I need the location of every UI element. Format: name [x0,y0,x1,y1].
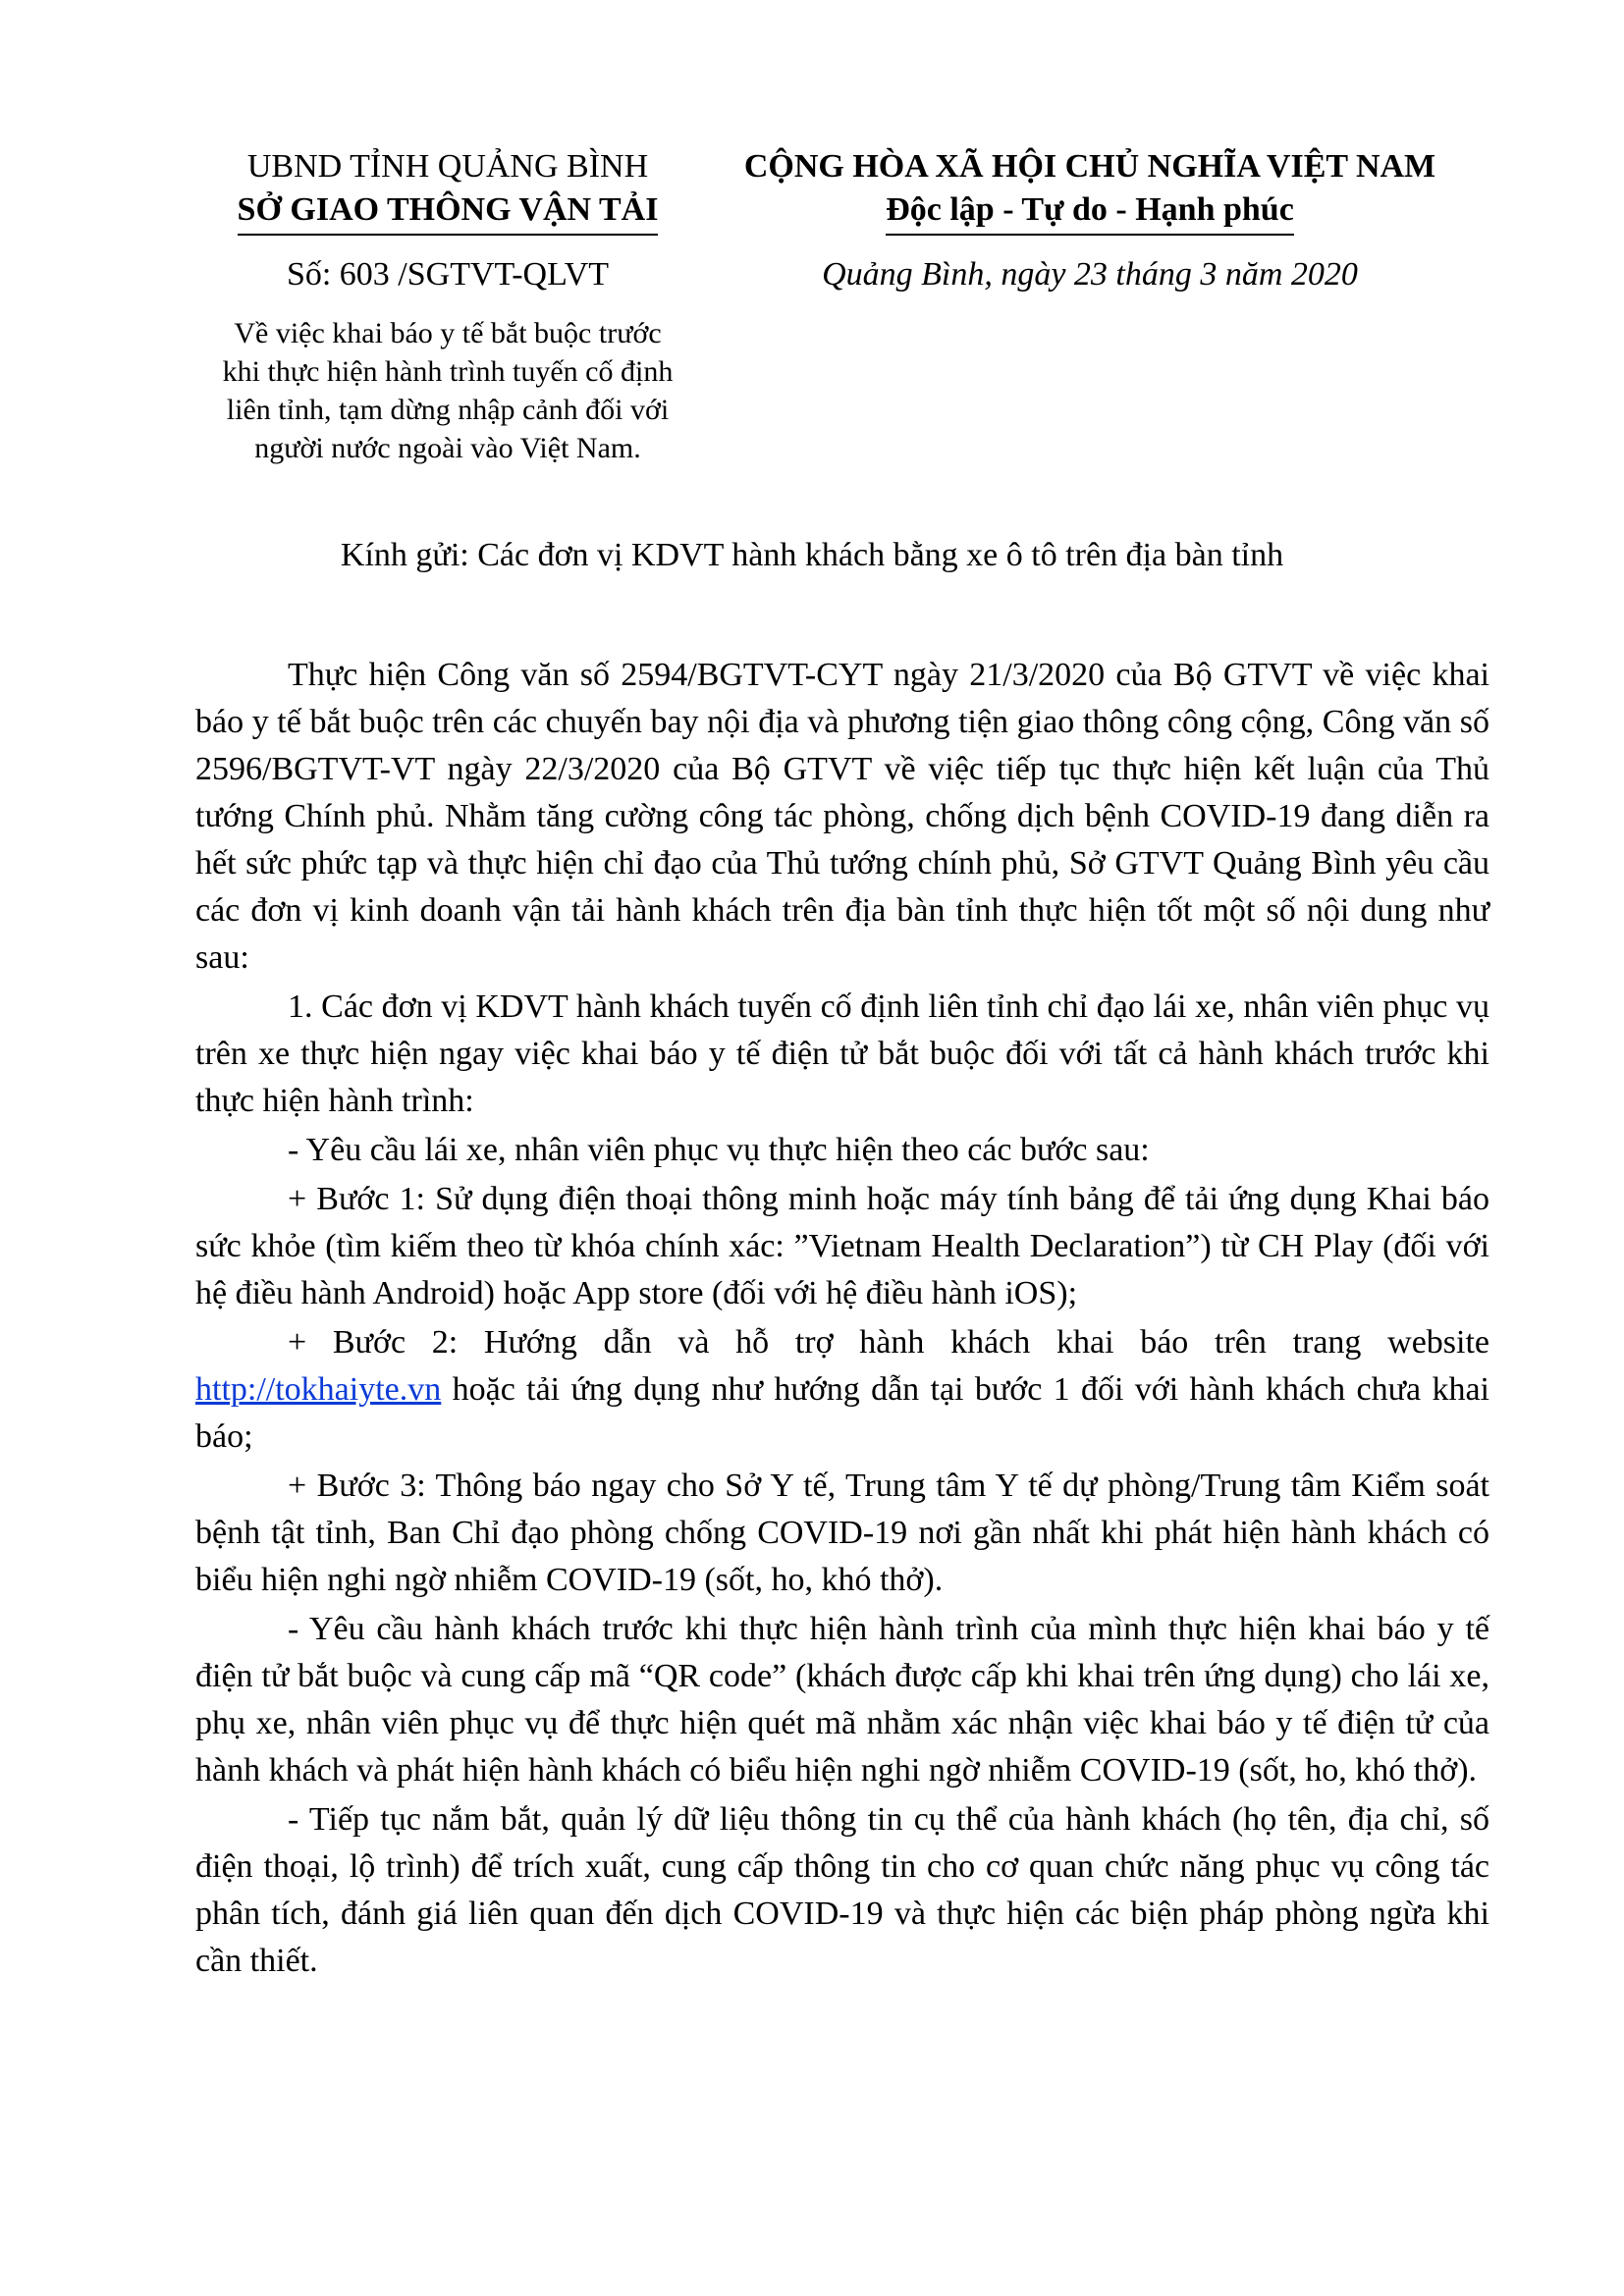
body-paragraph: - Yêu cầu hành khách trước khi thực hiện hành trình của mình thực hiện khai báo y tế điện tử bắt buộc và cung cấp mã “QR code” (khách được cấp khi khai trên ứng dụng) cho lái xe, phụ xe, nhân viên phục vụ để thực hiện quét mã nhằm xác nhận việc khai báo y tế điện tử của hành khách và phát hiện hành khách có biểu hiện nghi ngờ nhiễm COVID-19 (sốt, ho, khó thở). [195,1611,1489,1789]
national-motto: Độc lập - Tự do - Hạnh phúc [886,188,1294,236]
agency-name: SỞ GIAO THÔNG VẬN TẢI [238,188,659,236]
step2-text-before: + Bước 2: Hướng dẫn và hỗ trợ hành khách khai báo trên trang website [288,1324,1489,1361]
body-paragraph: 1. Các đơn vị KDVT hành khách tuyến cố định liên tỉnh chỉ đạo lái xe, nhân viên phục vụ trên xe thực hiện ngay việc khai báo y tế điện tử bắt buộc đối với tất cả hành khách trước khi thực hiện hành trình: [195,988,1489,1119]
body-paragraph [195,1319,1489,1461]
document-date: Quảng Bình, ngày 23 tháng 3 năm 2020 [822,256,1358,293]
subject-line: khi thực hiện hành trình tuyến cố định [222,355,674,388]
body-paragraph: Thực hiện Công văn số 2594/BGTVT-CYT ngày 21/3/2020 của Bộ GTVT về việc khai báo y tế bắt buộc trên các chuyến bay nội địa và phương tiện giao thông công cộng, Công văn số 2596/BGTVT-VT ngày 22/3/2020 của Bộ GTVT về việc tiếp tục thực hiện kết luận của Thủ tướng Chính phủ. Nhằm tăng cường công tác phòng, chống dịch bệnh COVID-19 đang diễn ra hết sức phức tạp và thực hiện chỉ đạo của Thủ tướng chính phủ, Sở GTVT Quảng Bình yêu cầu các đơn vị kinh doanh vận tải hành khách trên địa bàn tỉnh thực hiện tốt một số nội dung như sau: [195,657,1489,976]
agency-parent: UBND TỈNH QUẢNG BÌNH [246,148,649,185]
issuing-agency-block [192,145,703,467]
document-subject [192,314,703,467]
subject-line: liên tỉnh, tạm dừng nhập cảnh đối với [226,394,670,426]
step2-text-after: hoặc tải ứng dụng như hướng dẫn tại bước 1 đối với hành khách chưa khai báo; [195,1371,1489,1455]
subject-line: Về việc khai báo y tế bắt buộc trước [234,317,662,349]
subject-line: người nước ngoài vào Việt Nam. [254,432,641,464]
body-paragraph: - Yêu cầu lái xe, nhân viên phục vụ thực hiện theo các bước sau: [288,1132,1150,1168]
body-paragraph: + Bước 3: Thông báo ngay cho Sở Y tế, Trung tâm Y tế dự phòng/Trung tâm Kiểm soát bệnh tật tỉnh, Ban Chỉ đạo phòng chống COVID-19 nơi gần nhất khi phát hiện hành khách có biểu hiện nghi ngờ nhiễm COVID-19 (sốt, ho, khó thở). [195,1468,1489,1598]
national-title-block [722,145,1458,296]
body-paragraph: + Bước 1: Sử dụng điện thoại thông minh hoặc máy tính bảng để tải ứng dụng Khai báo sức khỏe (tìm kiếm theo từ khóa chính xác: ”Vietnam Health Declaration”) từ CH Play (đối với hệ điều hành Android) hoặc App store (đối với hệ điều hành iOS); [195,1181,1489,1311]
website-link[interactable]: http://tokhaiyte.vn [195,1371,442,1408]
body-paragraph: - Tiếp tục nắm bắt, quản lý dữ liệu thông tin cụ thể của hành khách (họ tên, địa chỉ, số điện thoại, lộ trình) để trích xuất, cung cấp thông tin cho cơ quan chức năng phục vụ công tác phân tích, đánh giá liên quan đến dịch COVID-19 và thực hiện các biện pháp phòng ngừa khi cần thiết. [195,1801,1489,1979]
document-body [195,652,1489,1985]
country-name: CỘNG HÒA XÃ HỘI CHỦ NGHĨA VIỆT NAM [743,148,1436,185]
recipient-line: Kính gửi: Các đơn vị KDVT hành khách bằng xe ô tô trên địa bàn tỉnh [340,537,1284,573]
document-number: Số: 603 /SGTVT-QLVT [286,256,610,293]
